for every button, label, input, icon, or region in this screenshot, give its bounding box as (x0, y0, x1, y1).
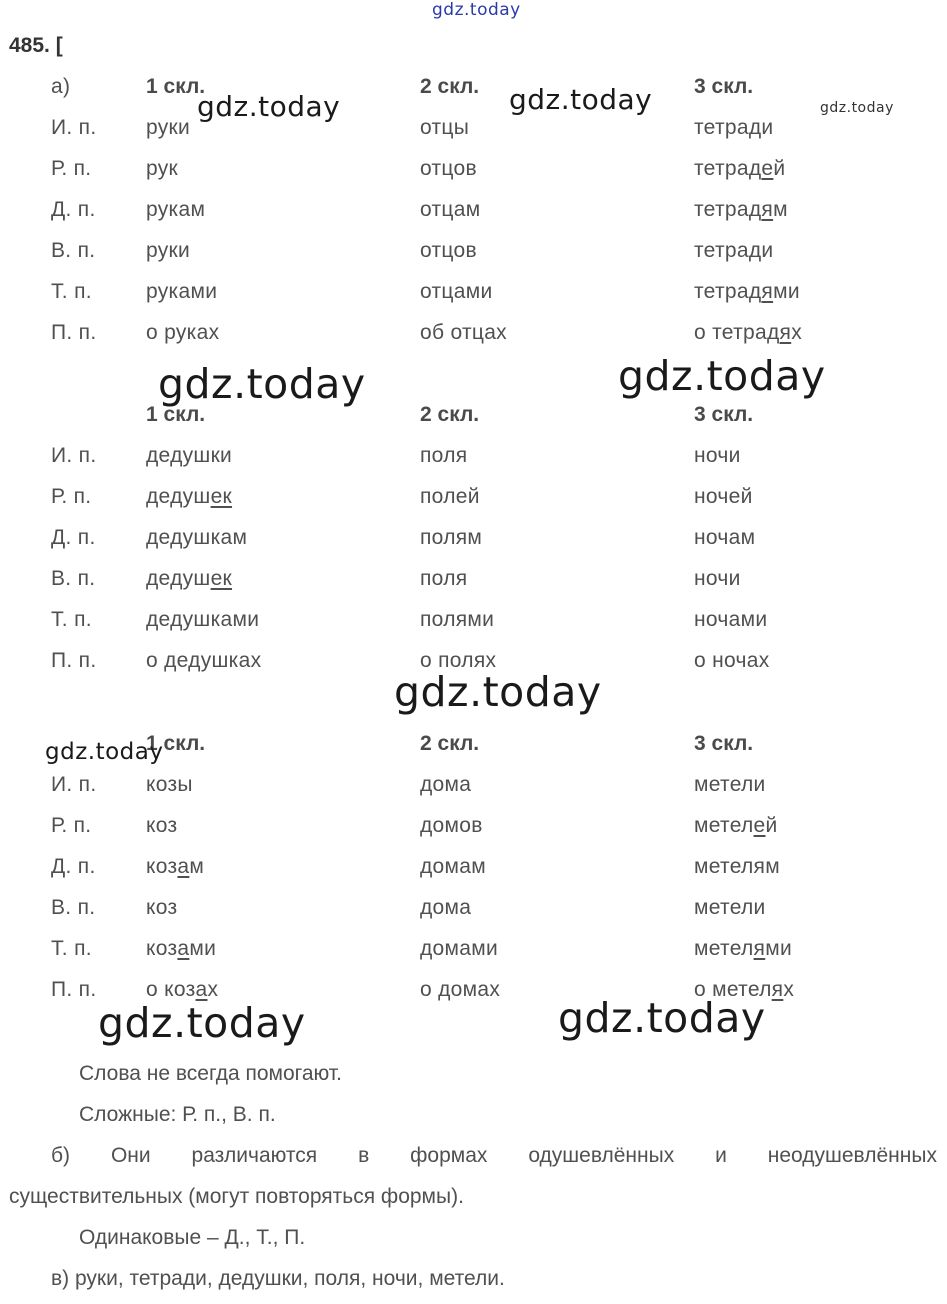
word-form: полей (420, 485, 480, 508)
word-form: рукам (146, 198, 206, 221)
word-form: о козах (146, 978, 219, 1001)
section-a-label: а) (51, 75, 71, 98)
case-label: Д. п. (51, 198, 96, 221)
word-form: коз (146, 896, 178, 919)
word-form: ночам (694, 526, 756, 549)
word-form: отцами (420, 280, 493, 303)
word-form: дедушек (146, 485, 233, 508)
word-form: ночи (694, 444, 741, 467)
underlined-ending: а (195, 978, 208, 1001)
underlined-ending: я (779, 321, 792, 344)
b-word: Они (110, 1144, 151, 1167)
watermark: gdz.today (45, 739, 164, 765)
word-form: дедушкам (146, 526, 248, 549)
case-label: И. п. (51, 444, 97, 467)
underlined-ending: я (771, 978, 784, 1001)
b-word: в (358, 1144, 370, 1167)
underlined-ending: а (177, 937, 190, 960)
case-label: Т. п. (51, 937, 92, 960)
watermark: gdz.today (509, 83, 653, 116)
section-b-line1 (51, 1145, 937, 1166)
case-label: И. п. (51, 116, 97, 139)
word-form: метели (694, 896, 766, 919)
case-label: П. п. (51, 321, 97, 344)
word-form: руки (146, 239, 191, 262)
watermark: gdz.today (158, 360, 366, 408)
watermark: gdz.today (558, 994, 766, 1042)
word-form: о полях (420, 649, 497, 672)
case-label: Т. п. (51, 280, 92, 303)
word-form: коз (146, 814, 178, 837)
b-word: и (715, 1144, 727, 1167)
word-form: тетрадями (694, 280, 800, 303)
word-form: метелями (694, 937, 792, 960)
column-header: 1 скл. (146, 403, 206, 426)
case-label: Д. п. (51, 855, 96, 878)
column-header: 3 скл. (694, 75, 754, 98)
case-label: В. п. (51, 896, 96, 919)
case-label: П. п. (51, 649, 97, 672)
word-form: о руках (146, 321, 220, 344)
word-form: тетради (694, 239, 774, 262)
b-word: одушевлённых (528, 1144, 675, 1167)
b-word: формах (410, 1144, 488, 1167)
column-header: 1 скл. (146, 75, 206, 98)
b-word: неодушевлённых (767, 1144, 937, 1167)
column-header: 2 скл. (420, 75, 480, 98)
column-header: 2 скл. (420, 732, 480, 755)
note-same-cases: Одинаковые – Д., Т., П. (79, 1226, 306, 1249)
column-header: 2 скл. (420, 403, 480, 426)
word-form: ночей (694, 485, 753, 508)
word-form: тетрадям (694, 198, 788, 221)
word-form: метелей (694, 814, 778, 837)
case-label: Р. п. (51, 485, 92, 508)
underlined-ending: е (753, 814, 766, 837)
word-form: козам (146, 855, 205, 878)
word-form: поля (420, 444, 468, 467)
case-label: П. п. (51, 978, 97, 1001)
word-form: о дедушках (146, 649, 262, 672)
exercise-number: 485. [ (9, 34, 63, 57)
section-v-line: в) руки, тетради, дедушки, поля, ночи, метели. (51, 1267, 505, 1290)
word-form: дома (420, 896, 472, 919)
word-form: полям (420, 526, 483, 549)
word-form: метелям (694, 855, 780, 878)
case-label: Т. п. (51, 608, 92, 631)
case-label: В. п. (51, 567, 96, 590)
column-header: 1 скл. (146, 732, 206, 755)
word-form: о метелях (694, 978, 795, 1001)
case-label: И. п. (51, 773, 97, 796)
word-form: о тетрадях (694, 321, 802, 344)
word-form: о ночах (694, 649, 770, 672)
b-word: различаются (191, 1144, 318, 1167)
underlined-ending: е (761, 157, 774, 180)
word-form: козами (146, 937, 217, 960)
word-form: об отцах (420, 321, 507, 344)
watermark: gdz.today (618, 352, 826, 400)
word-form: отцов (420, 239, 477, 262)
case-label: Р. п. (51, 814, 92, 837)
word-form: метели (694, 773, 766, 796)
watermark: gdz.today (432, 0, 521, 20)
word-form: дедушек (146, 567, 233, 590)
word-form: ночи (694, 567, 741, 590)
word-form: домов (420, 814, 483, 837)
watermark: gdz.today (98, 999, 306, 1047)
underlined-ending: я (761, 198, 774, 221)
column-header: 3 скл. (694, 732, 754, 755)
word-form: полями (420, 608, 495, 631)
underlined-ending: я (753, 937, 766, 960)
word-form: дедушки (146, 444, 233, 467)
word-form: ночами (694, 608, 768, 631)
word-form: отцов (420, 157, 477, 180)
case-label: В. п. (51, 239, 96, 262)
word-form: домами (420, 937, 499, 960)
word-form: о домах (420, 978, 501, 1001)
section-b-line2: существительных (могут повторяться формы). (9, 1185, 464, 1208)
word-form: козы (146, 773, 193, 796)
case-label: Р. п. (51, 157, 92, 180)
note-words-help: Слова не всегда помогают. (79, 1062, 342, 1085)
column-header: 3 скл. (694, 403, 754, 426)
case-label: Д. п. (51, 526, 96, 549)
word-form: отцам (420, 198, 481, 221)
word-form: домам (420, 855, 486, 878)
word-form: тетради (694, 116, 774, 139)
word-form: поля (420, 567, 468, 590)
underlined-ending: ек (210, 485, 233, 508)
word-form: отцы (420, 116, 470, 139)
note-difficult-cases: Сложные: Р. п., В. п. (79, 1103, 276, 1126)
underlined-ending: я (761, 280, 774, 303)
watermark: gdz.today (394, 668, 602, 716)
word-form: рук (146, 157, 179, 180)
word-form: руками (146, 280, 218, 303)
b-word: б) (51, 1144, 71, 1167)
word-form: руки (146, 116, 191, 139)
underlined-ending: а (177, 855, 190, 878)
watermark: gdz.today (820, 100, 894, 116)
watermark: gdz.today (197, 90, 341, 123)
word-form: тетрадей (694, 157, 786, 180)
underlined-ending: ек (210, 567, 233, 590)
word-form: дедушками (146, 608, 260, 631)
word-form: дома (420, 773, 472, 796)
